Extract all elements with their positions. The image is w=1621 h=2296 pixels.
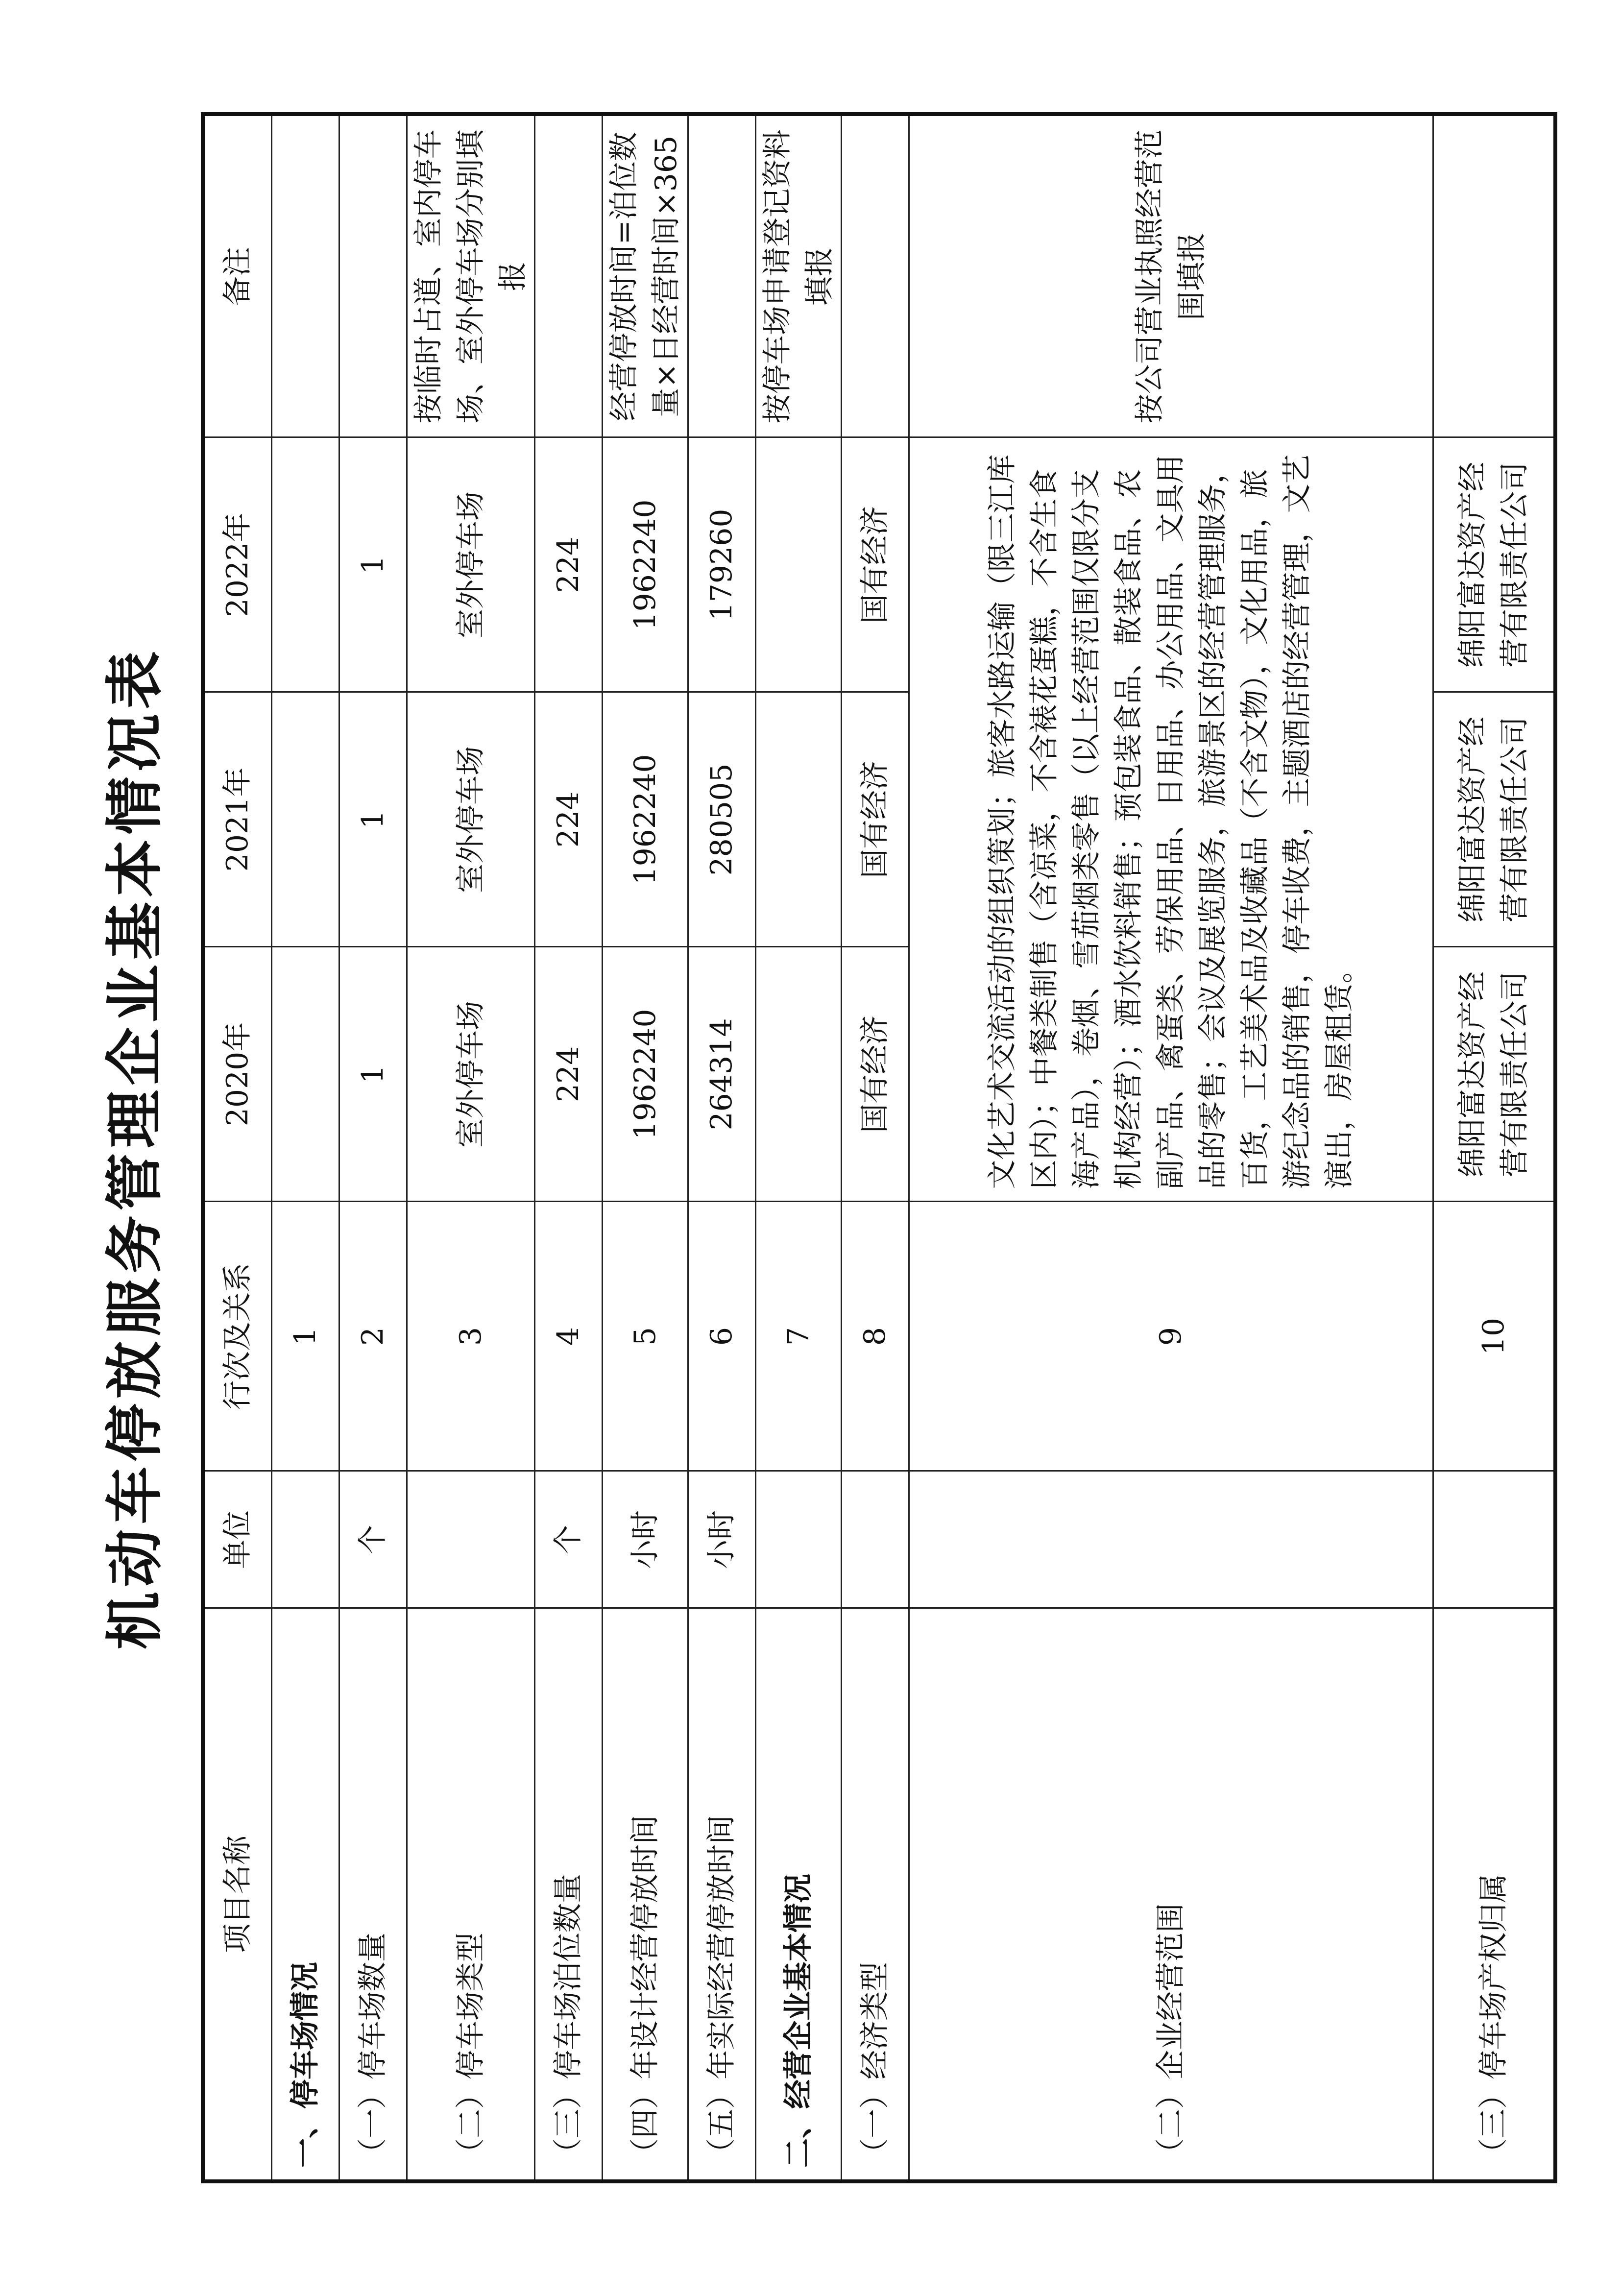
ownership-unit	[1433, 1471, 1555, 1608]
row-name: （一）停车场数量	[339, 1608, 407, 2181]
row-line: 6	[688, 1202, 755, 1471]
table-row	[407, 114, 534, 2181]
row-line: 4	[534, 1202, 602, 1471]
table-row	[534, 114, 602, 2181]
row-unit	[407, 1471, 534, 1608]
document-title: 机动车停放服务管理企业基本情况表	[101, 646, 169, 1650]
header-2020: 2020年	[203, 947, 271, 1202]
row-line: 1	[271, 1202, 339, 1471]
row-2022: 1962240	[602, 437, 688, 692]
business-scope-text: 文化艺术交流活动的组织策划；旅客水路运输（限三江库区内）；中餐类制售（含凉菜，不含裱花蛋糕，不含生食海产品），卷烟、雪茄烟类零售（以上经营范围仅限分支机构经营）；酒水饮料销售；预包装食品、散装食品、农副产品、禽蛋类、劳保用品、日用品、办公用品、文具用品的零售；会议及展览服务，旅游景区的经营管理服务，百货，工艺美术品及收藏品（不含文物），文化用品，旅游纪念品的销售，停车收费，主题酒店的经营管理，文艺演出，房屋租赁。	[909, 437, 1433, 1202]
row-2020: 室外停车场	[407, 947, 534, 1202]
scope-note: 按公司营业执照经营范围填报	[909, 114, 1433, 437]
row-2020: 1	[339, 947, 407, 1202]
row-note	[688, 114, 755, 437]
row-line: 7	[755, 1202, 841, 1471]
table-row	[688, 114, 755, 2181]
header-item: 项目名称	[203, 1608, 271, 2181]
row-2022: 1	[339, 437, 407, 692]
scope-name: （二）企业经营范围	[909, 1608, 1433, 2181]
ownership-2022: 绵阳富达资产经营有限责任公司	[1433, 437, 1555, 692]
row-2020	[755, 947, 841, 1202]
header-2022: 2022年	[203, 437, 271, 692]
row-2020: 国有经济	[841, 947, 909, 1202]
row-note	[339, 114, 407, 437]
header-row	[203, 114, 271, 2181]
row-unit: 个	[534, 1471, 602, 1608]
row-note	[534, 114, 602, 437]
ownership-row	[1433, 114, 1555, 2181]
scope-line: 9	[909, 1202, 1433, 1471]
table-row	[271, 114, 339, 2181]
row-2021: 1962240	[602, 692, 688, 947]
row-line: 2	[339, 1202, 407, 1471]
ownership-2021: 绵阳富达资产经营有限责任公司	[1433, 692, 1555, 947]
row-2021: 1	[339, 692, 407, 947]
row-2022: 室外停车场	[407, 437, 534, 692]
table-row	[339, 114, 407, 2181]
row-2021: 国有经济	[841, 692, 909, 947]
row-note: 按停车场申请登记资料填报	[755, 114, 841, 437]
enterprise-info-table	[201, 112, 1557, 2183]
row-2022: 179260	[688, 437, 755, 692]
row-name: （一）经济类型	[841, 1608, 909, 2181]
row-note	[271, 114, 339, 437]
row-note: 经营停放时间=泊位数量×日经营时间×365	[602, 114, 688, 437]
row-note: 按临时占道、室内停车场、室外停车场分别填报	[407, 114, 534, 437]
row-line: 5	[602, 1202, 688, 1471]
row-name: （五）年实际经营停放时间	[688, 1608, 755, 2181]
row-2021: 280505	[688, 692, 755, 947]
ownership-note	[1433, 114, 1555, 437]
row-unit	[755, 1471, 841, 1608]
row-2022: 国有经济	[841, 437, 909, 692]
row-2021	[271, 692, 339, 947]
row-2022: 224	[534, 437, 602, 692]
row-name: （二）停车场类型	[407, 1608, 534, 2181]
row-2020: 1962240	[602, 947, 688, 1202]
row-2021: 室外停车场	[407, 692, 534, 947]
row-unit: 小时	[688, 1471, 755, 1608]
header-note: 备注	[203, 114, 271, 437]
ownership-name: （三）停车场产权归属	[1433, 1608, 1555, 2181]
table-row	[755, 114, 841, 2181]
header-unit: 单位	[203, 1471, 271, 1608]
row-line: 3	[407, 1202, 534, 1471]
row-2020: 264314	[688, 947, 755, 1202]
row-unit	[841, 1471, 909, 1608]
row-note	[841, 114, 909, 437]
header-line: 行次及关系	[203, 1202, 271, 1471]
ownership-2020: 绵阳富达资产经营有限责任公司	[1433, 947, 1555, 1202]
row-2022	[755, 437, 841, 692]
row-2021: 224	[534, 692, 602, 947]
table-row	[841, 114, 909, 2181]
row-2020: 224	[534, 947, 602, 1202]
scope-row	[909, 114, 1433, 2181]
scope-unit	[909, 1471, 1433, 1608]
row-name: （三）停车场泊位数量	[534, 1608, 602, 2181]
row-unit: 小时	[602, 1471, 688, 1608]
header-2021: 2021年	[203, 692, 271, 947]
row-name: 一、停车场情况	[271, 1608, 339, 2181]
row-2022	[271, 437, 339, 692]
row-name: （四）年设计经营停放时间	[602, 1608, 688, 2181]
row-2020	[271, 947, 339, 1202]
row-name: 二、经营企业基本情况	[755, 1608, 841, 2181]
row-unit	[271, 1471, 339, 1608]
row-line: 8	[841, 1202, 909, 1471]
table-row	[602, 114, 688, 2181]
row-2021	[755, 692, 841, 947]
row-unit: 个	[339, 1471, 407, 1608]
ownership-line: 10	[1433, 1202, 1555, 1471]
